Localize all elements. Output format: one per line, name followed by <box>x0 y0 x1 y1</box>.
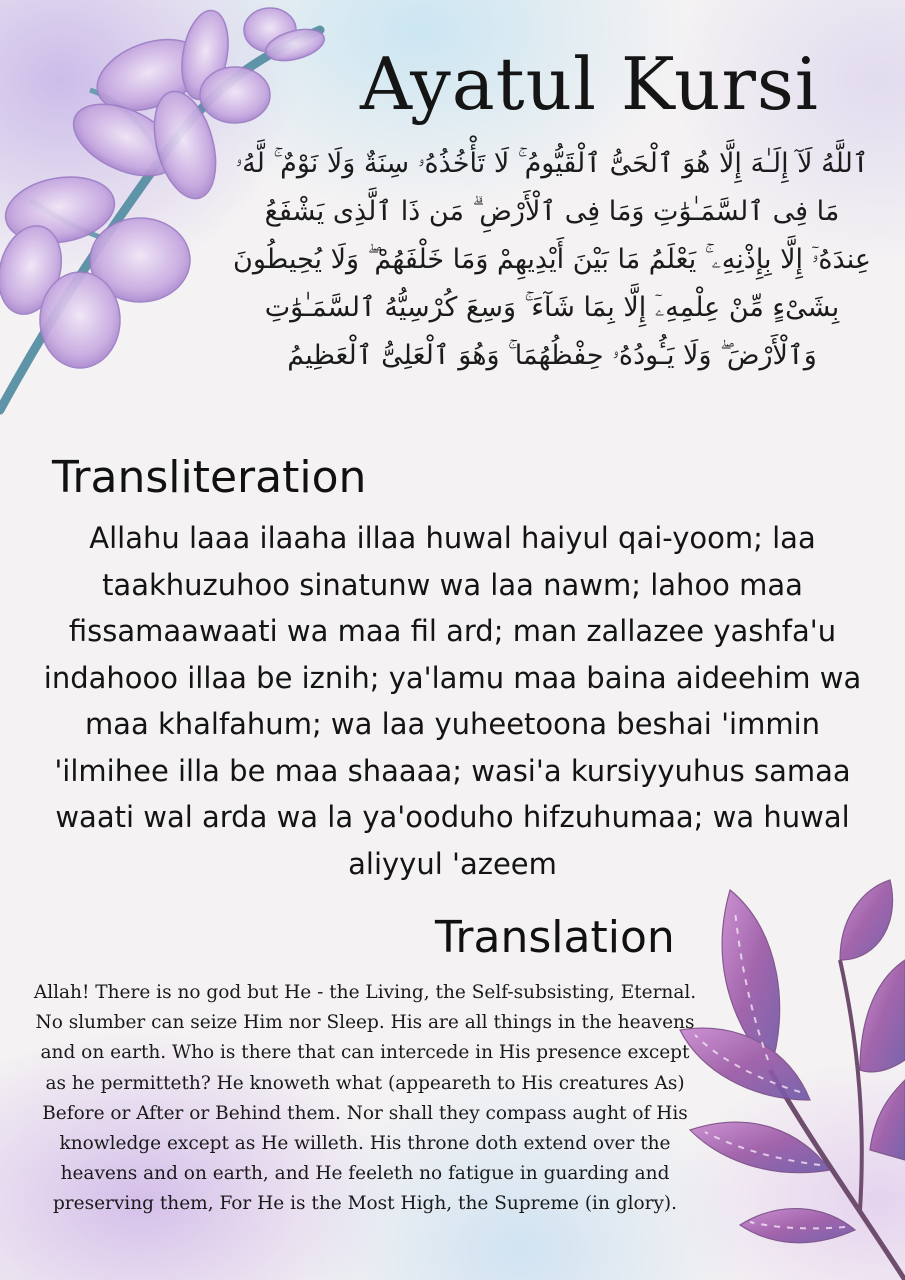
transliteration-heading: Transliteration <box>52 452 367 503</box>
translation-heading: Translation <box>435 912 675 963</box>
page-title: Ayatul Kursi <box>360 42 819 126</box>
transliteration-text: Allahu laaa ilaaha illaa huwal haiyul qai-yoom; laa taakhuzuhoo sinatunw wa laa nawm; lahoo maa fissamaawaati wa maa fil ard; man zallazee yashfa'u indahooo illaa be iznih; ya'lamu maa baina aideehim wa maa khalfahum; wa laa yuheetoona beshai 'immin 'ilmihee illa be maa shaaaa; wasi'a kursiyyuhus samaa waati wal arda wa la ya'ooduho hifzuhumaa; wa huwal aliyyul 'azeem <box>43 521 862 881</box>
arabic-verse: ٱللَّهُ لَآ إِلَـٰهَ إِلَّا هُوَ ٱلْحَىُّ ٱلْقَيُّومُ ۚ لَا تَأْخُذُهُۥ سِنَةٌ وَلَا نَوْمٌ ۚ لَّهُۥ مَا فِى ٱلسَّمَـٰوَٰتِ وَمَا فِى ٱلْأَرْضِ ۗ مَن ذَا ٱلَّذِى يَشْفَعُ عِندَهُۥٓ إِلَّا بِإِذْنِهِۦ ۚ يَعْلَمُ مَا بَيْنَ أَيْدِيهِمْ وَمَا خَلْفَهُمْ ۖ وَلَا يُحِيطُونَ بِشَىْءٍ مِّنْ عِلْمِهِۦٓ إِلَّا بِمَا شَآءَ ۚ وَسِعَ كُرْسِيُّهُ ٱلسَّمَـٰوَٰتِ وَٱلْأَرْضَ ۖ وَلَا يَـُٔودُهُۥ حِفْظُهُمَا ۚ وَهُوَ ٱلْعَلِىُّ ٱلْعَظِيمُ <box>233 148 871 371</box>
translation-text: Allah! There is no god but He - the Living, the Self-subsisting, Eternal. No slumber can seize Him nor Sleep. His are all things in the heavens and on earth. Who is there that can intercede in His presence except as he permitteth? He knoweth what (appeareth to His creatures As) Before or After or Behind them. Nor shall they compass aught of His knowledge except as He willeth. His throne doth extend over the heavens and on earth, and He feeleth no fatigue in guarding and preserving them, For He is the Most High, the Supreme (in glory). <box>33 982 697 1215</box>
